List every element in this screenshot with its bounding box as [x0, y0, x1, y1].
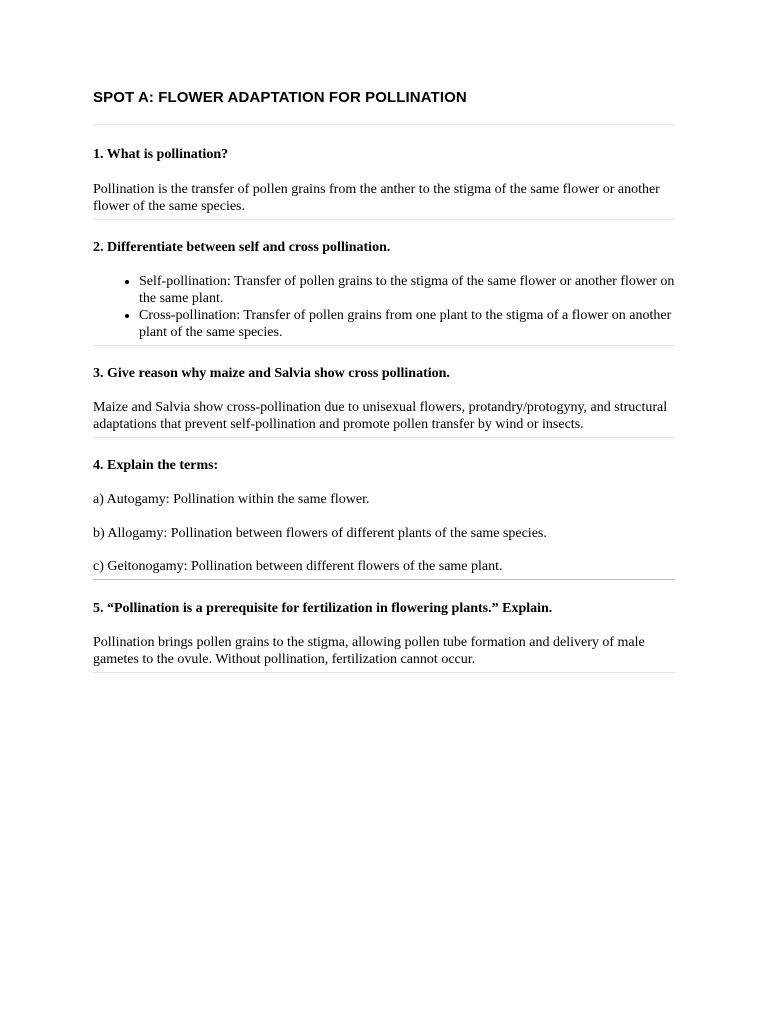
document-page — [93, 88, 675, 673]
divider — [93, 437, 675, 438]
page-title: SPOT A: FLOWER ADAPTATION FOR POLLINATION — [93, 89, 467, 106]
term-geitonogamy: c) Geitonogamy: Pollination between different flowers of the same plant. — [93, 559, 503, 574]
question-5: 5. “Pollination is a prerequisite for fertilization in flowering plants.” Explain. — [93, 601, 553, 616]
divider — [93, 579, 675, 580]
divider — [93, 219, 675, 220]
divider — [93, 124, 675, 125]
answer-1: Pollination is the transfer of pollen grains from the anther to the stigma of the same flower or another flower of the same species. — [93, 182, 660, 214]
section-3 — [93, 365, 675, 433]
answer-5: Pollination brings pollen grains to the stigma, allowing pollen tube formation and delivery of male gametes to the ovule. Without pollination, fertilization cannot occur. — [93, 635, 645, 667]
question-2: 2. Differentiate between self and cross pollination. — [93, 240, 391, 255]
question-3: 3. Give reason why maize and Salvia show cross pollination. — [93, 366, 450, 381]
divider — [93, 672, 675, 673]
section-4 — [93, 457, 675, 575]
term-autogamy: a) Autogamy: Pollination within the same flower. — [93, 492, 370, 507]
divider — [93, 345, 675, 346]
section-1 — [93, 146, 675, 215]
section-5 — [93, 600, 675, 668]
question-1: 1. What is pollination? — [93, 147, 229, 162]
section-2 — [93, 239, 675, 341]
list-item: • Self-pollination: Transfer of pollen grains to the stigma of the same flower or another flower on the same plant. — [139, 273, 675, 307]
list-item: • Cross-pollination: Transfer of pollen grains from one plant to the stigma of a flower on another plant of the same species. — [139, 307, 675, 341]
term-allogamy: b) Allogamy: Pollination between flowers of different plants of the same species. — [93, 526, 547, 541]
bullet-list — [93, 273, 675, 341]
answer-3: Maize and Salvia show cross-pollination due to unisexual flowers, protandry/protogyny, and structural adaptations that prevent self-pollination and promote pollen transfer by wind or insects. — [93, 400, 668, 432]
question-4: 4. Explain the terms: — [93, 458, 219, 473]
